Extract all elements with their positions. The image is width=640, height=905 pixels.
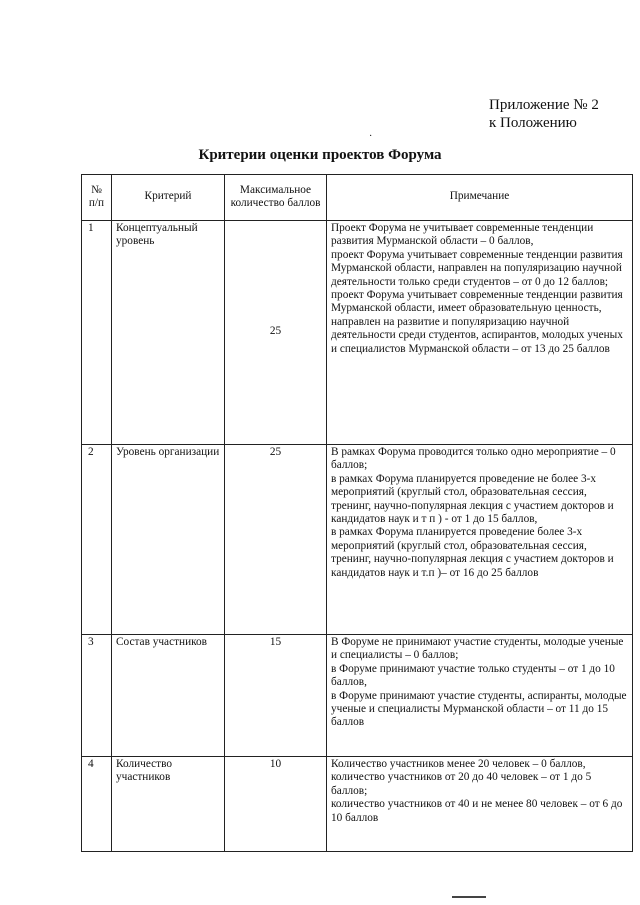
row-max-score: 25 — [225, 445, 327, 635]
row-num: 2 — [82, 445, 112, 635]
header-num: № п/п — [82, 175, 112, 221]
row-criterion: Состав участников — [112, 635, 225, 757]
header-criterion: Критерий — [112, 175, 225, 221]
header-note: Примечание — [327, 175, 633, 221]
row-note: В Форуме не принимают участие студенты, молодые ученые и специалисты – 0 баллов; в Форуме принимают участие только студенты – от 1 до 10 баллов, в Форуме принимают участие студенты, аспиранты, молодые ученые и специалисты Мурманской области – от 11 до 15 баллов — [327, 635, 633, 757]
page-title: Критерии оценки проектов Форума — [198, 147, 442, 163]
appendix-regulation: к Положению — [489, 115, 577, 131]
row-criterion: Уровень организации — [112, 445, 225, 635]
criteria-table — [81, 174, 633, 852]
row-max-score: 15 — [225, 635, 327, 757]
row-note: Количество участников менее 20 человек – 0 баллов, количество участников от 20 до 40 человек – от 1 до 5 баллов; количество участников от 40 и не менее 80 человек – от 6 до 10 баллов — [327, 757, 633, 852]
row-criterion: Количество участников — [112, 757, 225, 852]
table-row — [82, 221, 633, 445]
table-row — [82, 757, 633, 852]
row-max-score: 10 — [225, 757, 327, 852]
stray-mark: · — [369, 131, 373, 142]
appendix-reference — [489, 96, 599, 132]
row-num: 4 — [82, 757, 112, 852]
row-num: 3 — [82, 635, 112, 757]
page-mark — [452, 896, 486, 898]
row-max-score: 25 — [225, 221, 327, 445]
table-row — [82, 445, 633, 635]
row-note: Проект Форума не учитывает современные тенденции развития Мурманской области – 0 баллов, проект Форума учитывает современные тенденции развития Мурманской области, направлен на популяризацию научной деятельности только среди студентов – от 0 до 12 баллов; проект Форума учитывает современные тенденции развития Мурманской области, имеет образовательную ценность, направлен на развитие и популяризацию научной деятельности среди студентов, аспирантов, молодых ученых и специалистов Мурманской области – от 13 до 25 баллов — [327, 221, 633, 445]
table-header-row — [82, 175, 633, 221]
row-criterion: Концептуальный уровень — [112, 221, 225, 445]
row-note: В рамках Форума проводится только одно мероприятие – 0 баллов; в рамках Форума планируется проведение не более 3-х мероприятий (круглый стол, образовательная сессия, тренинг, научно-популярная лекция с участием докторов и кандидатов наук и т п ) - от 1 до 15 баллов, в рамках Форума планируется проведение более 3-х мероприятий (круглый стол, образовательная сессия, тренинг, научно-популярная лекция с участием докторов и кандидатов наук и т.п )– от 16 до 25 баллов — [327, 445, 633, 635]
row-num: 1 — [82, 221, 112, 445]
header-max-score: Максимальное количество баллов — [225, 175, 327, 221]
appendix-number: Приложение № 2 — [489, 97, 599, 113]
table-row — [82, 635, 633, 757]
